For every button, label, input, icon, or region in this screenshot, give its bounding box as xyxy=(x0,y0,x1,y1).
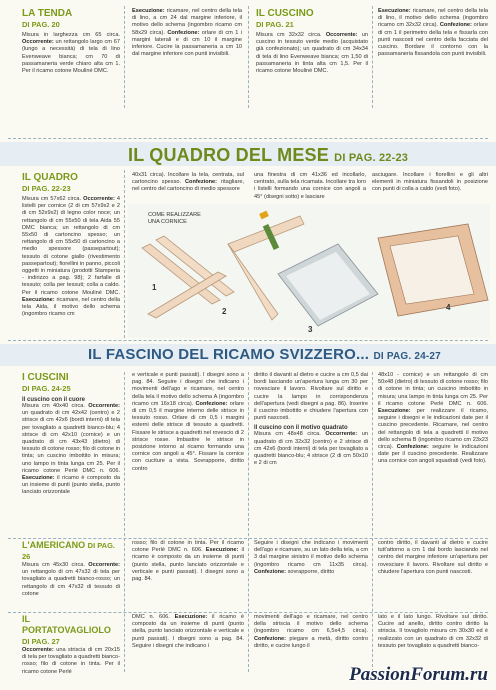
body-text: Misura cm 32x32 circa. Occorrente: un cuscino in tessuto verde medio (acquistato già confezionato); un quadrato di cm 34x34 di tela di lino Evenweave bianca; cm 1,50 di passamaneria in tinta alta cm 1,5. Per il ricamo cotone Mouliné DMC. xyxy=(256,32,368,75)
section-title xyxy=(22,172,120,194)
page-ref: DI PAG. 22-23 xyxy=(22,184,71,193)
body-text: contro diritto, il davanti al dietro e cucire tutt'attorno a cm 1 dal bordo lasciando nel centro del margine inferiore un'apertura per rovesciare il lavoro. Rivoltare sul diritto e chiudere l'apertura con punti nascosti. xyxy=(378,540,488,575)
step-2-number: 2 xyxy=(222,307,227,316)
watermark-text: PassionForum.ru xyxy=(349,664,488,685)
column-divider xyxy=(124,372,125,672)
page-ref: DI PAG. 20 xyxy=(22,20,60,29)
page-ref: DI PAG. 24-25 xyxy=(22,384,71,393)
step-1-number: 1 xyxy=(152,283,157,292)
finished-frame-illustration xyxy=(378,224,488,316)
column-divider xyxy=(248,372,249,672)
page-ref: DI PAG. 27 xyxy=(22,637,60,646)
page-ref: DI PAG. 26 xyxy=(22,541,116,561)
column-divider xyxy=(248,6,249,108)
title-text: LA TENDA xyxy=(22,8,73,19)
body-text: Misura cm 57x62 circa. Occorrente: 4 listelli per cornice (2 di cm 57x9x2 e 2 di cm 52x9x2) di legno color noce; un rettangolo di cm 55x50 di tela Aida 55 DMC bianca; un rettangolo di cm 55x50 di cartoncino spesso; un rettangolo di cm 55x50 di cartoncino a medio spessore (passepartout); tessuto di cotone giallo (rivestimento passepartout); fiorellini in panno, piccoli oggetti in miniatura (prodotti Stamperia - indirizzo a pag. 98); 2 farfalle di tessuto; colla per tessuti; colla a caldo. Per il ricamo cotone Mouliné DMC. Esecuzione: ricamare, nel centro della tela Aida, il motivo dello schema (ingombro ricamo cm xyxy=(22,196,121,318)
banner-quadro xyxy=(128,145,408,166)
column-divider xyxy=(124,170,125,338)
section-divider xyxy=(8,612,488,613)
body-text: diritto il davanti al dietro e cucire a cm 0,5 dai bordi lasciando un'apertura lunga cm 30 per rovesciare il lavoro. Rivoltare sul diritto e cucire la lampo in corrispondenza dell'apertura (vedi disegni a pag. 86). Inserire il cuscino imbottito e chiudere l'apertura con punti nascosti. xyxy=(254,372,368,422)
body-text: Seguire i disegni che indicano i movimenti dell'ago e ricamare, su un lato della tela, a cm 3 dal margine sinistro il motivo dello schema (ingombro ricamo cm 11x35 circa). Confezione: sovrapporre, diritto xyxy=(254,540,368,575)
body-text: Esecuzione: ricamare, nel centro della tela di lino, il motivo dello schema (ingombro ricamo cm 32x32 circa). Confezione: orlare di cm 1 il perimetro della tela e fissarla con punti nascosti nel centro della facciata del cuscino. Bordare il contorno con la passamaneria fissandola con punti invisibili. xyxy=(378,8,488,58)
title-text: I CUSCINI xyxy=(22,372,69,383)
step-4-number: 4 xyxy=(446,303,451,312)
banner-page: DI PAG. 24-27 xyxy=(373,351,441,362)
body-text: Misura cm 48x48 circa. Occorrente: un quadrato di cm 32x32 (centro) e 2 strisce di cm 42x6 (bordi interni) di tela per tovagliato a quadretti bianco-blu; 4 strisce (2 di cm 50x10 e 2 di cm xyxy=(254,431,369,467)
subsection-title: Il cuscino con il motivo quadrato xyxy=(254,425,348,432)
banner-fascino xyxy=(88,346,441,363)
section-portatovagliolo xyxy=(22,614,120,676)
body-text: Occorrente: una striscia di cm 20x15 di tela per tovagliato a quadretti bianco-rosso; filo di cotone in tinta. Per il ricamo cotone Perlé xyxy=(22,647,120,675)
column-divider xyxy=(372,372,373,672)
section-divider xyxy=(8,340,488,341)
section-cuscini xyxy=(22,372,120,497)
subsection-title: Il cuscino con il cuore xyxy=(22,397,86,403)
body-text: Misura cm 40x40 circa. Occorrente: un quadrato di cm 42x42 (centro) e 2 strisce di cm 42x6 (bordi interni) di tela per tovagliato a quadretti bianco-blu; 4 strisce di cm 42x10 (cornice) e un quadrato di cm 43x43 (dietro) di tessuto di cotone rosso; filo di cotone in tinta; un cuscino imbottito in misura; uno lampo in tinta lunga cm 25. Per il ricamo cotone Perlé DMC n. 606. Esecuzione: il ricamo è composto da un insieme di punti (punto stella, punto lanciato orizzontale xyxy=(22,403,120,496)
section-divider xyxy=(8,538,488,539)
title-text: IL QUADRO xyxy=(22,172,78,183)
body-text: una finestra di cm 41x36 ed incollarlo, centrato, sulla tela ricamata. Incollare tra loro i listelli formando una cornice con angoli a 45° (disegni sotto) e lasciare xyxy=(254,172,366,200)
section-title xyxy=(256,8,368,30)
body-text: DMC n. 606. Esecuzione: il ricamo è composto da un insieme di punti (punto stella, punto lanciato orizzontale e verticale e punti passati). I disegni sono a pag. 84. Seguire i disegni che indicano i xyxy=(132,614,244,649)
section-quadro xyxy=(22,172,120,318)
title-text: IL PORTATOVAGLIOLO xyxy=(22,614,111,635)
section-americano xyxy=(22,540,120,598)
body-text: Esecuzione: ricamare, nel centro della tela di lino, a cm 24 dal margine inferiore, il motivo dello schema (ingombro ricamo cm 58x29 circa). Confezione: orlare di cm 1 i margini laterali e di cm 10 il margine inferiore. Cucire la passamaneria a cm 10 dal margine inferiore con punti invisibili. xyxy=(132,8,242,58)
body-text: rosso; filo di cotone in tinta. Per il ricamo cotone Perlé DMC n. 606. Esecuzione: il ricamo è composto da un insieme di punti (punto stella, punto lanciato orizzontale e verticale e punti passati). I disegni sono a pag. 84. xyxy=(132,540,244,583)
step-3-number: 3 xyxy=(308,325,313,334)
section-divider xyxy=(8,138,488,139)
frame-diagram xyxy=(128,204,490,338)
body-text: lato e il lato lungo. Rivoltare sul diritto. Cucire ad anello, diritto contro diritto la striscia. Il tovagliolo misura cm 30x30 ed è realizzato con un quadrato di cm 32x32 di tessuto per tovagliato a quadretti bianco- xyxy=(378,614,488,649)
section-title xyxy=(22,540,120,562)
section-title xyxy=(22,8,120,30)
body-text: Misura in larghezza cm 65 circa. Occorrente: un rettangolo largo cm 67 (lungo a necessità) di tela di lino Evenweave bianca; cm 70 di passamaneria verde chiaro alta cm 1. Per il ricamo cotone Mouliné DMC. xyxy=(22,32,120,75)
body-text: movimenti dell'ago e ricamare, nel centro della striscia il motivo dello schema (ingombro ricamo cm 6,5x4,5 circa). Confezione: piegare a metà, diritto contro diritto, e cucire lungo il xyxy=(254,614,368,649)
column-divider xyxy=(124,6,125,108)
section-cuscino xyxy=(256,8,368,75)
body-text: Misura cm 45x30 circa. Occorrente: un rettangolo di cm 47x32 di tela per tovagliato a quadretti bianco-rosso; un rettangolo di cm 47x32 di tessuto di cotone xyxy=(22,562,120,597)
banner-title: IL QUADRO DEL MESE xyxy=(128,145,329,165)
column-divider xyxy=(372,6,373,108)
column-3 xyxy=(254,372,368,467)
section-title xyxy=(22,372,120,394)
body-text: e verticale e punti passati). I disegni sono a pag. 84. Seguire i disegni che indicano i movimenti dell'ago e ricamare, nel centro della tela il motivo dello schema A (ingombro ricamo cm 16x18 circa). Confezione: orlare di cm 0,5 il margine interno delle strisce in tessuto rosso. Orlare di cm 0,5 i margini esterni delle strisce di tessuto a quadretti. Fissare le strisce a quadretti nel rovescio di 2 strisce rosse. Imbastire le strisce in posizione intorno al ricamo formando una cornice con angoli a 45°. Fissare la cornice con cuciture a vista. Sovrapporre, diritto contro xyxy=(132,372,244,472)
title-text: L'AMERICANO xyxy=(22,540,86,550)
body-text: 48x10 - cornice) e un rettangolo di cm 50x48 (dietro) di tessuto di cotone rosso; filo di cotone in tinta; un cuscino imbottito in misura; una lampo in tinta lunga cm 25. Per il ricamo cotone Perlé DMC n. 606. Esecuzione: per realizzare il ricamo, seguire i disegni e le indicazioni date per il cuscino precedente. Ricamare, nel centro del rettangolo di tela a quadretti il motivo dello schema B (ingombro ricamo cm 23x23 circa). Confezione: seguire le indicazioni date per il cuscino precedente. Realizzare una cornice con angoli squadrati (vedi foto). xyxy=(378,372,489,465)
banner-page: DI PAG. 22-23 xyxy=(334,152,409,164)
section-tenda xyxy=(22,8,120,75)
title-text: IL CUSCINO xyxy=(256,8,314,19)
body-text: 40x31 circa). Incollare la tela, centrata, sul cartoncino spesso. Confezione: ritagliare, nel centro del cartoncino di medio spessore xyxy=(132,172,244,193)
banner-title: IL FASCINO DEL RICAMO SVIZZERO... xyxy=(88,346,370,363)
body-text: asciugare. Incollare i fiorellini e gli altri elementi in miniatura fissandoli in posizione con punti di colla a caldo (vedi foto). xyxy=(372,172,488,193)
section-title xyxy=(22,614,120,647)
diagram-label: COME REALIZZARE UNA CORNICE xyxy=(148,212,201,225)
page-ref: DI PAG. 21 xyxy=(256,20,294,29)
